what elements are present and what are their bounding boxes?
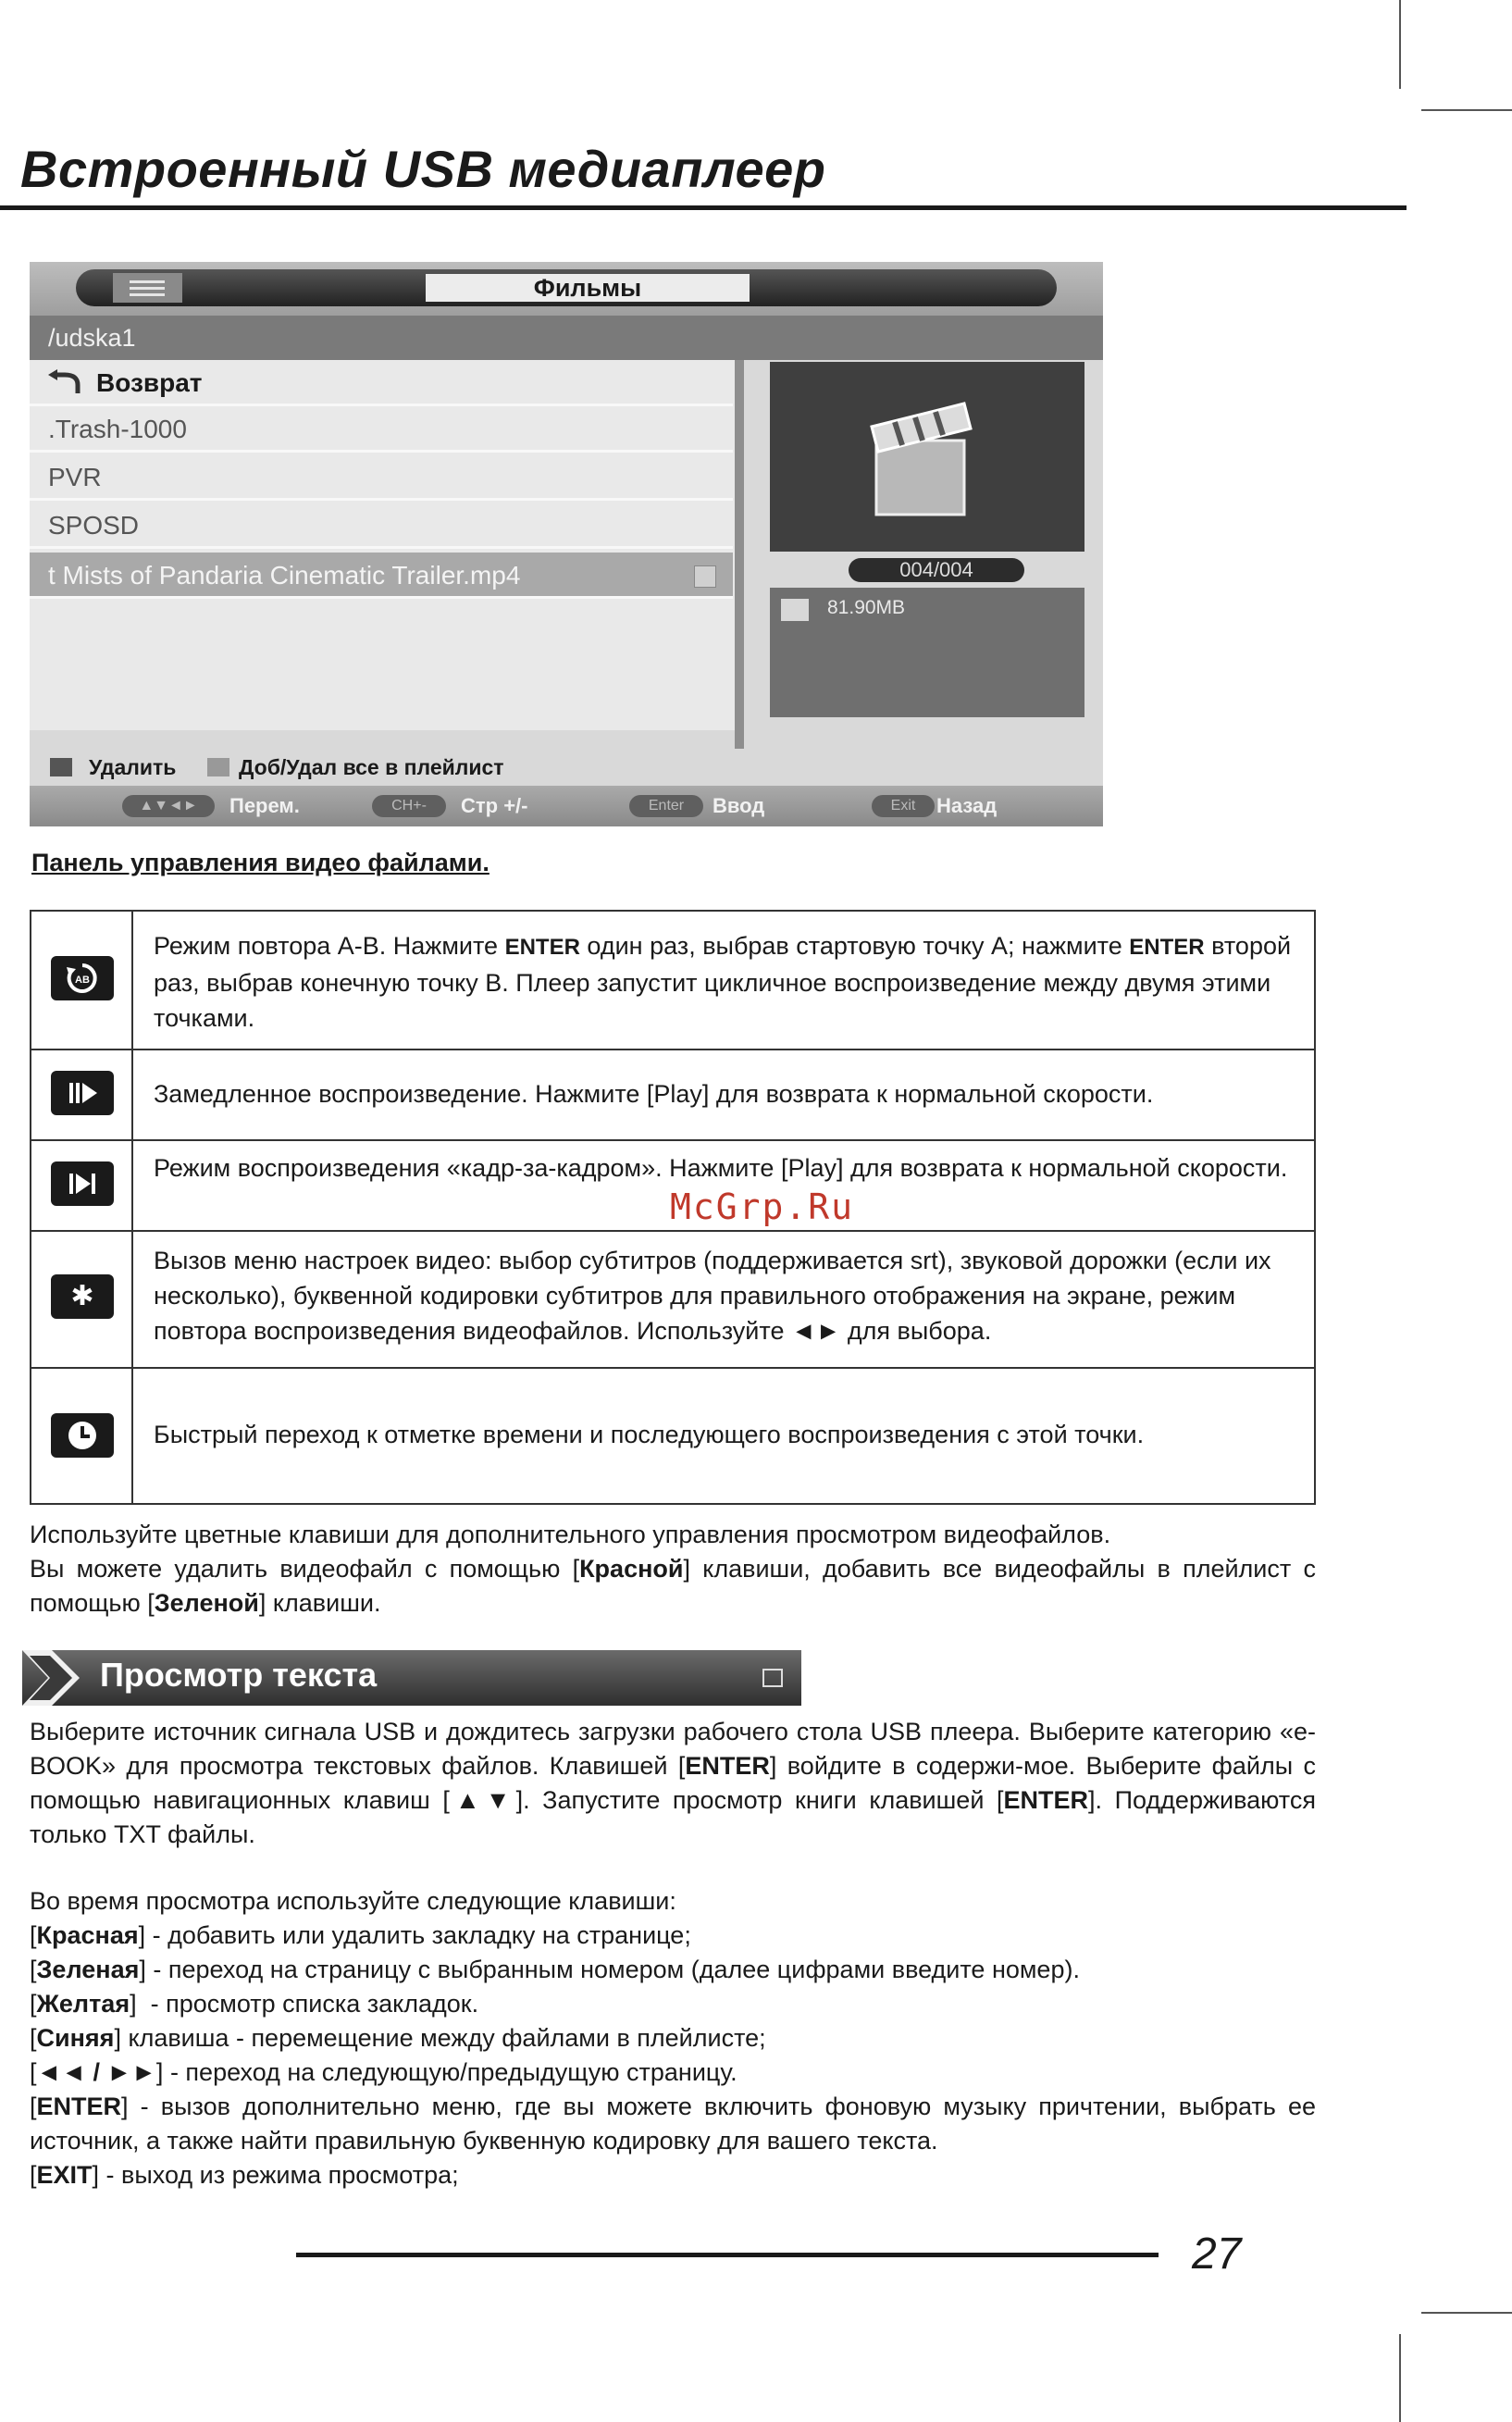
enter-key: ENTER [1129, 935, 1205, 960]
key-name: ENTER [36, 2093, 122, 2120]
return-icon [46, 369, 83, 397]
table-row [31, 1367, 1314, 1503]
red-key-icon[interactable] [50, 758, 72, 776]
file-size: 81.90MB [827, 597, 906, 618]
text-part: ]. Запустите просмотр книги клавишей [ [515, 1786, 1004, 1814]
key-name: Зеленая [36, 1956, 140, 1983]
key-name: Желтая [36, 1990, 130, 2018]
list-menu-icon[interactable] [113, 273, 182, 303]
key-desc: клавиша - перемещение между файлами в плейлисте; [120, 2024, 766, 2052]
list-item: [◄◄ / ►►] - переход на следующую/предыдущую страницу. [30, 2058, 737, 2086]
icon-cell [31, 912, 133, 1049]
list-item[interactable] [30, 503, 733, 549]
svg-text:AB: AB [75, 975, 90, 986]
page-number: 27 [1192, 2229, 1242, 2279]
color-keys-note [30, 1518, 1316, 1621]
step-play-icon [51, 1161, 114, 1206]
scrollbar[interactable] [735, 360, 744, 749]
nav-key-channel[interactable]: CH+- [372, 795, 446, 817]
key-name: Красная [36, 1921, 139, 1949]
key-desc: - выход из режима просмотра; [99, 2161, 459, 2189]
list-item-label: t Mists of Pandaria Cinematic Trailer.mp4 [48, 561, 521, 590]
nav-key-label: Стр +/- [461, 794, 528, 817]
section-banner [22, 1650, 801, 1706]
list-item: [EXIT] - выход из режима просмотра; [30, 2161, 459, 2189]
square-icon [762, 1669, 783, 1687]
nav-key-label: Назад [936, 794, 998, 817]
text-part: второй раз, выбрав конечную точку B. Плеер запустит цикличное воспроизведение между двумя этими точками. [154, 932, 1292, 1032]
text-part: ]. Поддерживаются только TXT файлы. [30, 1786, 1316, 1848]
list-item: [Красная] - добавить или удалить закладку на странице; [30, 1921, 691, 1949]
icon-cell [31, 1139, 133, 1230]
text-part: Выберите источник сигнала USB и дождитесь загрузки рабочего стола USB плеера. Выберите категорию «e-BOOK» для просмотра текстовых файлов. Клавишей [ [30, 1718, 1316, 1780]
file-counter: 004/004 [849, 558, 1024, 582]
row-text: Замедленное воспроизведение. Нажмите [Play] для возврата к нормальной скорости. [154, 1080, 1154, 1108]
page-title: Встроенный USB медиаплеер [20, 140, 826, 198]
key-name: ◄◄ / ►► [36, 2058, 156, 2086]
settings-icon: ✱ [51, 1274, 114, 1319]
text-part: ] клавиши. [258, 1589, 381, 1617]
row-text: Режим воспроизведения «кадр-за-кадром». Нажмите [Play] для возврата к нормальной скорости. [154, 1154, 1288, 1182]
footer-rule [296, 2253, 1159, 2257]
red-key-name: Красной [579, 1555, 684, 1583]
crop-mark [1421, 2312, 1512, 2314]
arrow-keys: ▲▼ [449, 1786, 516, 1814]
section-intro [30, 1715, 1316, 1852]
slow-play-icon [51, 1071, 114, 1115]
text-part: ] войдите в содержи-мое. Выберите файлы с помощью навигационных клавиш [ [30, 1752, 1316, 1814]
clock-icon [51, 1413, 114, 1458]
chevron-right-icon [22, 1650, 87, 1706]
screenshot-caption: Панель управления видео файлами. [31, 849, 490, 876]
crop-mark [1421, 109, 1512, 111]
nav-key-enter[interactable]: Enter [629, 795, 703, 817]
list-item: [ENTER] - вызов дополнительно меню, где вы можете включить фоновую музыку причтении, выбрать ее источник, а также найти правильную буквенную кодировку для вашего текста. [30, 2093, 1316, 2155]
file-size-icon [781, 599, 809, 621]
row-text: Быстрый переход к отметке времени и последующего воспроизведения с этой точки. [154, 1421, 1145, 1448]
table-row [31, 1049, 1314, 1141]
list-item: [Зеленая] - переход на страницу с выбранным номером (далее цифрами введите номер). [30, 1956, 1080, 1983]
text-part: ] клавиши, добавить все видеофайлы в плейлист с помощью [ [30, 1555, 1316, 1617]
delete-label: Удалить [89, 755, 177, 779]
note-line [30, 1552, 1316, 1621]
icon-cell [31, 1049, 133, 1139]
icon-cell [31, 1230, 133, 1367]
section-title: Просмотр текста [100, 1656, 378, 1694]
keys-heading: Во время просмотра используйте следующие клавиши: [30, 1887, 676, 1915]
keys-list [30, 1884, 1316, 2192]
list-item-back[interactable] [30, 360, 733, 406]
note-line: Используйте цветные клавиши для дополнительного управления просмотром видеофайлов. [30, 1521, 1111, 1548]
add-remove-label: Доб/Удал все в плейлист [239, 755, 504, 779]
text-part: один раз, выбрав стартовую точку A; нажмите [579, 932, 1130, 960]
crop-mark [1399, 2334, 1401, 2422]
list-item: [Желтая] - просмотр списка закладок. [30, 1990, 479, 2018]
file-list [30, 360, 742, 730]
list-item-label: .Trash-1000 [48, 415, 187, 443]
nav-key-label: Ввод [713, 794, 765, 817]
media-player-screenshot [30, 262, 1103, 826]
preview-pane [770, 362, 1084, 552]
row-text [154, 928, 1299, 1036]
enter-key: ENTER [504, 935, 580, 960]
watermark: McGrp.Ru [670, 1186, 855, 1227]
text-part: Вы можете удалить видеофайл с помощью [ [30, 1555, 580, 1583]
nav-key-arrows[interactable]: ▲▼◄► [122, 795, 215, 817]
nav-key-label: Перем. [229, 794, 300, 817]
list-item[interactable] [30, 406, 733, 453]
nav-key-bar [30, 786, 1103, 826]
list-item-label: SPOSD [48, 511, 140, 540]
row-text: Вызов меню настроек видео: выбор субтитров (поддерживается srt), звуковой дорожки (если их несколько), буквенной кодировки субтитров для правильного отображения на экране, режим повтора воспроизведения видеофайлов. Используйте ◄► для выбора. [154, 1247, 1271, 1345]
ab-repeat-icon [51, 956, 114, 1000]
table-row [31, 1230, 1314, 1369]
list-item-label: PVR [48, 463, 102, 491]
green-key-name: Зеленой [154, 1589, 259, 1617]
nav-key-exit[interactable]: Exit [872, 795, 935, 817]
list-item: [Синяя] клавиша - перемещение между файлами в плейлисте; [30, 2024, 766, 2052]
green-key-icon[interactable] [207, 758, 229, 776]
player-header [30, 262, 1103, 316]
file-info-pane [770, 588, 1084, 717]
text-part: Режим повтора A-B. Нажмите [154, 932, 505, 960]
list-item[interactable] [30, 454, 733, 501]
key-desc: - переход на страницу с выбранным номером (далее цифрами введите номер). [145, 1956, 1080, 1983]
icon-cell [31, 1367, 133, 1503]
list-item-label: Возврат [96, 368, 203, 397]
key-name: EXIT [36, 2161, 93, 2189]
enter-key: ENTER [685, 1752, 770, 1780]
list-item-selected[interactable] [30, 553, 733, 599]
key-name: Синяя [36, 2024, 115, 2052]
checkbox-icon[interactable] [694, 565, 716, 588]
key-desc: - вызов дополнительно меню, где вы можете включить фоновую музыку причтении, выбрать ее источник, а также найти правильную буквенную кодировку для вашего текста. [30, 2093, 1316, 2155]
header-title: Фильмы [426, 274, 750, 302]
key-desc: - добавить или удалить закладку на странице; [145, 1921, 691, 1949]
title-rule [0, 205, 1407, 210]
clapperboard-icon [858, 390, 997, 528]
key-desc: - просмотр списка закладок. [136, 1990, 479, 2018]
crop-mark [1399, 0, 1401, 89]
color-key-bar [30, 751, 1103, 784]
table-row [31, 912, 1314, 1050]
current-path: /udska1 [30, 316, 1103, 360]
key-desc: - переход на следующую/предыдущую страницу. [163, 2058, 737, 2086]
enter-key: ENTER [1003, 1786, 1088, 1814]
